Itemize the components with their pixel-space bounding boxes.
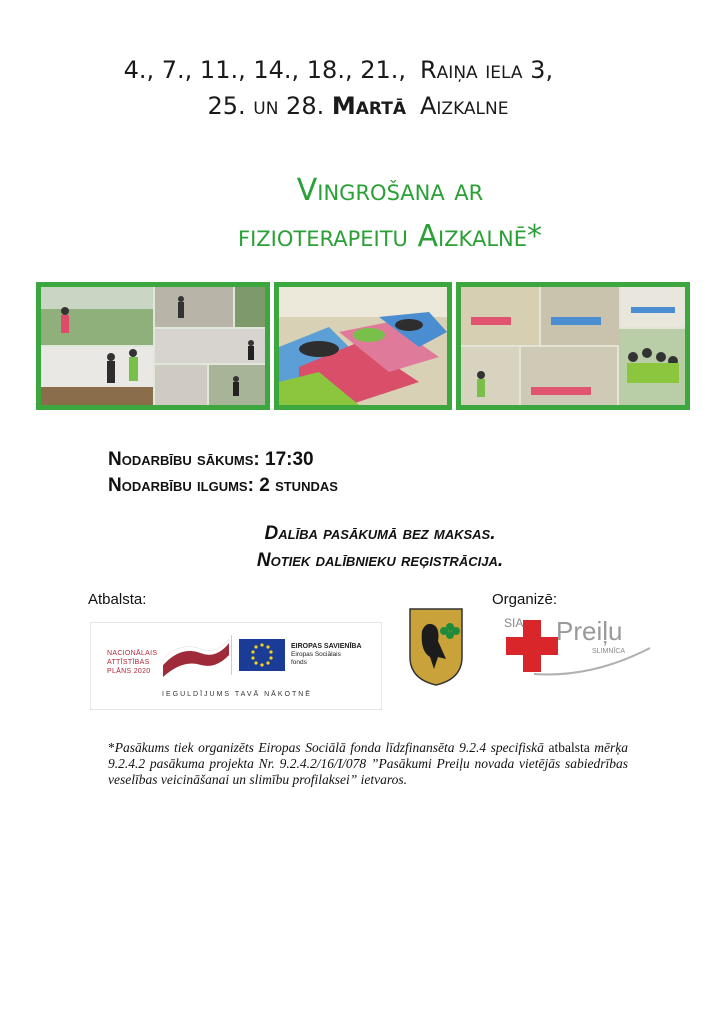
session-duration <box>108 473 338 499</box>
registration-text: Notiek dalībnieku reģistrācija. <box>256 550 504 571</box>
sponsor-logos <box>90 622 382 710</box>
motto-text: IEGULDĪJUMS TAVĀ NĀKOTNĒ <box>162 691 312 698</box>
event-dates-line1: 4., 7., 11., 14., 18., 21., <box>123 56 406 84</box>
latvia-flag-icon <box>161 635 231 679</box>
event-dates-line2 <box>96 88 406 124</box>
support-label: Atbalsta: <box>88 591 147 608</box>
address-street: Raiņa iela 3, <box>420 56 554 84</box>
poster-title <box>120 168 660 260</box>
participation-notice <box>140 520 620 574</box>
footnote-star: * <box>108 740 115 755</box>
eu-subtitle2: fonds <box>291 659 307 666</box>
np-line2: ATTĪSTĪBAS <box>107 659 150 666</box>
session-duration-value: 2 stundas <box>259 475 338 496</box>
indoor-yoga-photo <box>279 287 447 405</box>
footnote-text-b: atbalsta <box>543 740 595 755</box>
eu-text <box>291 643 362 667</box>
event-month: Martā <box>331 92 406 120</box>
footnote-text-a: Pasākums tiek organizēts Eiropas Sociālā fonda līdzfinansēta 9.2.4 specifiskā <box>114 740 544 755</box>
organizer-logo <box>502 614 652 680</box>
group-exercise-photo <box>461 287 685 405</box>
session-info <box>108 447 338 499</box>
poster-title-line1: Vingrošana ar <box>296 173 484 208</box>
organizer-sia: SIA <box>504 616 524 630</box>
free-of-charge-text: Dalība pasākumā bez maksas. <box>264 523 496 544</box>
swoosh-icon <box>532 644 652 678</box>
eu-subtitle1: Eiropas Sociālais <box>291 651 341 658</box>
session-start <box>108 447 338 473</box>
eu-title: EIROPAS SAVIENĪBA <box>291 643 362 650</box>
photo-collage-outdoor <box>36 282 270 410</box>
session-duration-label: Nodarbību ilgums: <box>108 475 254 496</box>
organizer-name: Preiļu <box>556 616 623 646</box>
event-dates-days: 25. un 28. <box>207 92 325 120</box>
np-line1: NACIONĀLAIS <box>107 650 158 657</box>
municipality-crest-icon <box>408 607 464 687</box>
national-plan-text <box>107 649 157 676</box>
photo-collage-yoga <box>274 282 452 410</box>
footnote <box>108 740 628 788</box>
np-line3: PLĀNS 2020 <box>107 668 151 675</box>
event-dates <box>96 52 406 124</box>
outdoor-exercise-photo <box>41 287 265 405</box>
photo-collage-group <box>456 282 690 410</box>
logo-divider <box>231 635 232 675</box>
organizer-label: Organizē: <box>492 591 558 608</box>
organizer-sub: SLIMNĪCA <box>592 648 626 655</box>
footnote-text-c: mērķa 9.2.4.2 pasākuma projekta Nr. 9.2.4.2/16/I/078 ”Pasākumi Preiļu novada vietējās sabiedrības veselības veicināšanai un slimību profilaksei” ietvaros. <box>108 740 628 787</box>
event-address <box>420 52 680 124</box>
poster-title-line2: fizioterapeitu Aizkalnē* <box>238 219 542 254</box>
session-start-value: 17:30 <box>265 449 314 470</box>
session-start-label: Nodarbību sākums: <box>108 449 260 470</box>
address-town: Aizkalne <box>420 92 509 120</box>
eu-flag-icon <box>239 639 285 671</box>
